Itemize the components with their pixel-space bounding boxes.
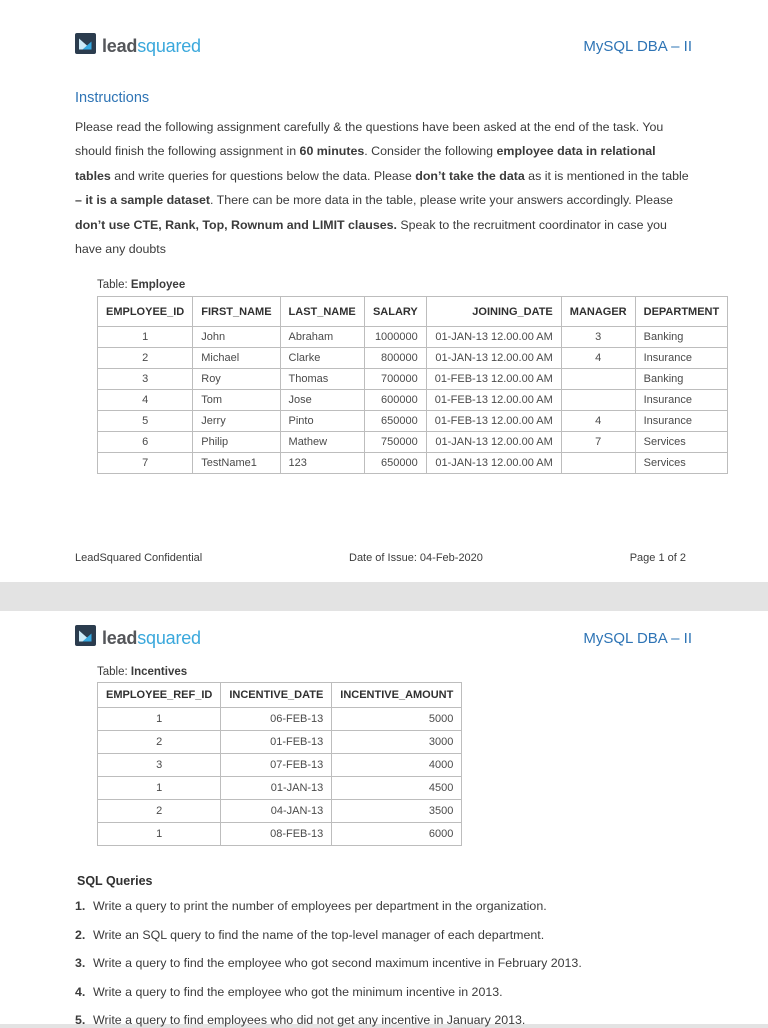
table-cell: 1: [98, 708, 221, 731]
table-cell: 6000: [332, 823, 462, 846]
table-cell: [561, 453, 635, 474]
table-cell: 800000: [364, 348, 426, 369]
table-header-row: [98, 683, 462, 708]
query-item: [75, 927, 708, 943]
incentives-table: [97, 682, 462, 846]
table-row: [98, 327, 728, 348]
page-gap: [0, 582, 768, 611]
table-cell: Services: [635, 453, 728, 474]
table-cell: Insurance: [635, 348, 728, 369]
table-cell: 01-JAN-13 12.00.00 AM: [426, 348, 561, 369]
table-header-cell: DEPARTMENT: [635, 297, 728, 327]
table-cell: 3: [98, 369, 193, 390]
leadsquared-logo: [75, 625, 201, 651]
table-cell: 01-FEB-13 12.00.00 AM: [426, 390, 561, 411]
table-row: [98, 390, 728, 411]
table-header-cell: EMPLOYEE_ID: [98, 297, 193, 327]
table-header-cell: MANAGER: [561, 297, 635, 327]
table-cell: 08-FEB-13: [221, 823, 332, 846]
query-text: Write a query to print the number of employees per department in the organization.: [93, 899, 547, 913]
table-cell: 01-FEB-13 12.00.00 AM: [426, 411, 561, 432]
table-label-prefix: Table:: [97, 666, 131, 678]
table-row: [98, 731, 462, 754]
instructions-segment: . Consider the following: [364, 144, 497, 159]
query-item: [75, 984, 708, 1000]
employee-table: [97, 296, 728, 474]
table-cell: 6: [98, 432, 193, 453]
leadsquared-logo-icon: [75, 33, 96, 59]
table-header-cell: JOINING_DATE: [426, 297, 561, 327]
table-cell: 1: [98, 777, 221, 800]
table-cell: 650000: [364, 411, 426, 432]
table-cell: 7: [561, 432, 635, 453]
table-cell: Banking: [635, 369, 728, 390]
instructions-segment: 60 minutes: [299, 144, 365, 159]
table-cell: TestName1: [193, 453, 280, 474]
leadsquared-logo: [75, 33, 201, 59]
table-header-cell: FIRST_NAME: [193, 297, 280, 327]
table-cell: 4000: [332, 754, 462, 777]
table-cell: 3: [98, 754, 221, 777]
table-header-row: [98, 297, 728, 327]
table-cell: 06-FEB-13: [221, 708, 332, 731]
table-row: [98, 411, 728, 432]
table-header-cell: LAST_NAME: [280, 297, 364, 327]
table-cell: 5: [98, 411, 193, 432]
table-row: [98, 453, 728, 474]
instructions-segment: . There can be more data in the table, please write your answers accordingly. Please: [209, 193, 674, 208]
footer-date-of-issue: Date of Issue: 04-Feb-2020: [349, 552, 483, 564]
table-header-cell: EMPLOYEE_REF_ID: [98, 683, 221, 708]
table-label-prefix: Table:: [97, 279, 131, 292]
logo-text: [102, 35, 201, 57]
table-row: [98, 369, 728, 390]
table-cell: Thomas: [280, 369, 364, 390]
incentives-table-label: [97, 666, 768, 678]
table-cell: Michael: [193, 348, 280, 369]
table-cell: 123: [280, 453, 364, 474]
table-cell: 4: [561, 348, 635, 369]
sql-query-list: [75, 898, 708, 1028]
table-cell: Clarke: [280, 348, 364, 369]
instructions-segment: don’t take the data: [415, 168, 525, 183]
table-label-name: Incentives: [130, 666, 188, 678]
table-row: [98, 754, 462, 777]
table-cell: 3: [561, 327, 635, 348]
table-cell: 01-JAN-13 12.00.00 AM: [426, 327, 561, 348]
sql-queries-heading: SQL Queries: [77, 874, 153, 888]
table-header-cell: INCENTIVE_DATE: [221, 683, 332, 708]
table-cell: 3000: [332, 731, 462, 754]
table-cell: Insurance: [635, 390, 728, 411]
instructions-segment: Please read the following assignment carefully & the questions have been asked at the end of the task. You should finish the following assignment in: [75, 120, 664, 159]
doc-title: MySQL DBA – II: [583, 629, 692, 647]
table-cell: Philip: [193, 432, 280, 453]
table-cell: 07-FEB-13: [221, 754, 332, 777]
table-row: [98, 823, 462, 846]
instructions-segment: and write queries for questions below the data. Please: [110, 168, 416, 183]
instructions-segment: as it is mentioned in the table: [524, 168, 689, 183]
table-cell: 2: [98, 800, 221, 823]
table-cell: 4: [561, 411, 635, 432]
table-cell: Pinto: [280, 411, 364, 432]
query-number: 5.: [75, 1013, 86, 1027]
instructions-segment: employee data in relational tables: [75, 144, 656, 183]
table-cell: 1: [98, 823, 221, 846]
page-2-header: [0, 611, 768, 651]
employee-table-label: [97, 279, 768, 291]
table-cell: 04-JAN-13: [221, 800, 332, 823]
doc-title: MySQL DBA – II: [583, 37, 692, 55]
table-cell: 01-FEB-13: [221, 731, 332, 754]
instructions-segment: Speak to the recruitment coordinator in case you have any doubts: [75, 217, 667, 257]
table-cell: 2: [98, 731, 221, 754]
query-item: [75, 1012, 708, 1028]
table-cell: Roy: [193, 369, 280, 390]
page-1-header: [0, 0, 768, 59]
table-cell: Tom: [193, 390, 280, 411]
query-text: Write an SQL query to find the name of the top-level manager of each department.: [93, 927, 545, 942]
table-cell: 01-FEB-13 12.00.00 AM: [426, 369, 561, 390]
query-text: Write a query to find the employee who got second maximum incentive in February 2013.: [93, 956, 582, 970]
table-header-cell: SALARY: [364, 297, 426, 327]
table-cell: Services: [635, 432, 728, 453]
logo-text-lead: lead: [102, 628, 138, 648]
table-cell: 1000000: [364, 327, 426, 348]
query-item: [75, 898, 708, 914]
table-cell: Abraham: [280, 327, 364, 348]
table-cell: John: [193, 327, 280, 348]
table-cell: 01-JAN-13 12.00.00 AM: [426, 453, 561, 474]
logo-text-squared: squared: [137, 36, 201, 56]
query-number: 1.: [75, 899, 86, 913]
table-cell: 7: [98, 453, 193, 474]
table-cell: 5000: [332, 708, 462, 731]
query-number: 2.: [75, 927, 86, 942]
footer-confidential: LeadSquared Confidential: [75, 552, 203, 564]
table-header-cell: INCENTIVE_AMOUNT: [332, 683, 462, 708]
table-cell: [561, 390, 635, 411]
table-row: [98, 432, 728, 453]
table-cell: Mathew: [280, 432, 364, 453]
query-item: [75, 955, 708, 971]
query-number: 4.: [75, 984, 86, 999]
table-row: [98, 777, 462, 800]
query-text: Write a query to find the employee who got the minimum incentive in 2013.: [93, 984, 503, 999]
table-row: [98, 800, 462, 823]
footer-page-number: Page 1 of 2: [629, 552, 686, 564]
table-cell: 4: [98, 390, 193, 411]
page-2: [0, 611, 768, 1027]
table-cell: 2: [98, 348, 193, 369]
table-row: [98, 348, 728, 369]
logo-text-lead: lead: [102, 36, 138, 56]
table-cell: 700000: [364, 369, 426, 390]
leadsquared-logo-icon: [75, 625, 96, 651]
page-1-footer: [75, 552, 686, 564]
table-row: [98, 708, 462, 731]
table-cell: 600000: [364, 390, 426, 411]
instructions-heading: Instructions: [75, 90, 150, 106]
logo-text-squared: squared: [137, 628, 201, 648]
query-text: Write a query to find employees who did not get any incentive in January 2013.: [93, 1013, 526, 1027]
table-cell: 01-JAN-13: [221, 777, 332, 800]
table-cell: Banking: [635, 327, 728, 348]
table-cell: 750000: [364, 432, 426, 453]
logo-text: [102, 627, 201, 649]
table-cell: 4500: [332, 777, 462, 800]
instructions-segment: – it is a sample dataset: [75, 193, 210, 208]
table-cell: 3500: [332, 800, 462, 823]
query-number: 3.: [75, 956, 86, 970]
instructions-segment: don’t use CTE, Rank, Top, Rownum and LIMIT clauses.: [75, 217, 397, 232]
table-cell: 01-JAN-13 12.00.00 AM: [426, 432, 561, 453]
table-cell: Jose: [280, 390, 364, 411]
instructions-paragraph: [75, 115, 693, 261]
table-label-name: Employee: [130, 279, 186, 292]
table-cell: [561, 369, 635, 390]
table-cell: 1: [98, 327, 193, 348]
table-cell: Jerry: [193, 411, 280, 432]
table-cell: Insurance: [635, 411, 728, 432]
table-cell: 650000: [364, 453, 426, 474]
